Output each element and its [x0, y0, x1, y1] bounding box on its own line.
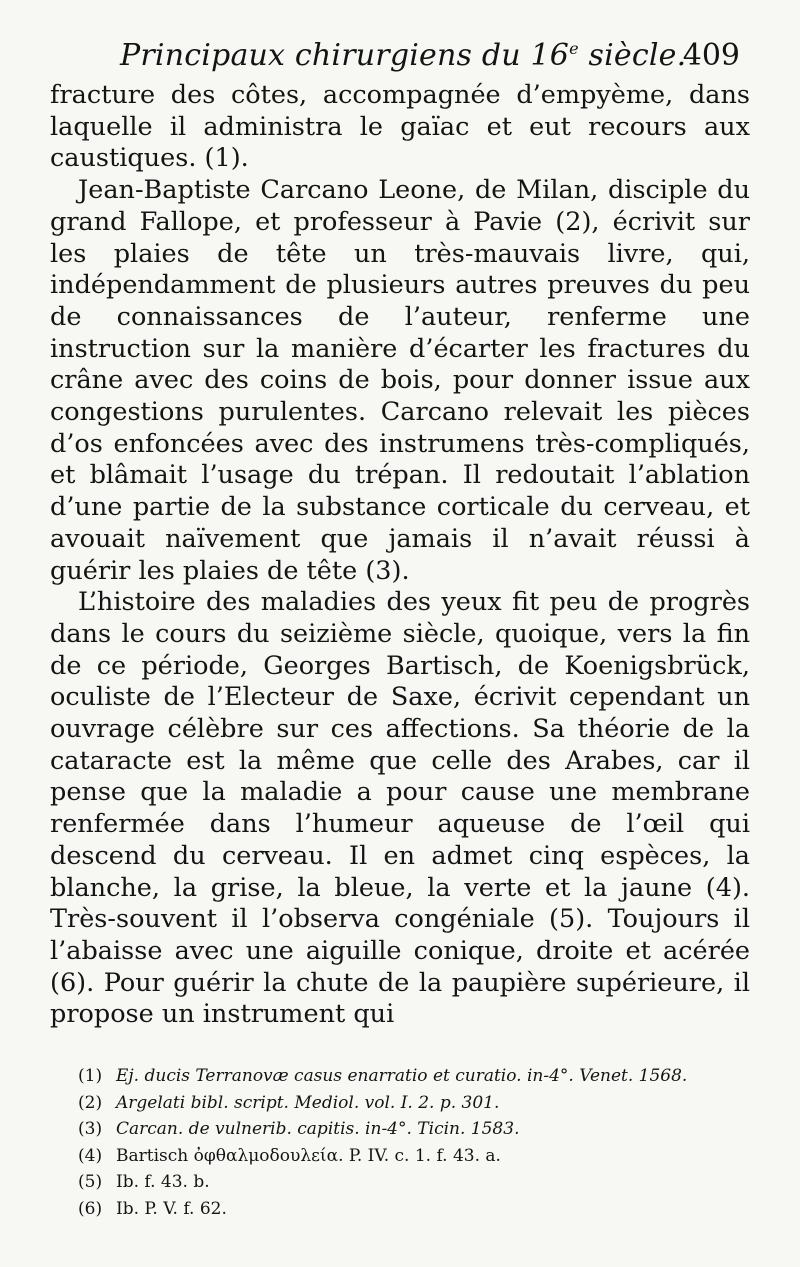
running-title-superscript: e: [569, 39, 579, 58]
paragraph: fracture des côtes, accompagnée d’empyème, dans laquelle il administra le gaïac et eut recours aux caustiques. (1).: [50, 80, 750, 174]
footnote: [78, 1063, 758, 1090]
footnote-number: (2): [78, 1092, 103, 1113]
footnote-number: (3): [78, 1119, 103, 1139]
footnote: [78, 1116, 758, 1143]
footnote-number: (1): [78, 1066, 103, 1086]
footnote-text: Argelati bibl. script. Mediol. vol. I. 2. p. 301.: [116, 1092, 500, 1113]
body-text: [50, 80, 750, 1031]
paragraph: Jean-Baptiste Carcano Leone, de Milan, disciple du grand Fallope, et professeur à Pavie (2), écrivit sur les plaies de tête un très-mauvais livre, qui, indépendamment de plusieurs autres preuves du peu de connaissances de l’auteur, renferme une instruction sur la manière d’écarter les fractures du crâne avec des coins de bois, pour donner issue aux congestions purulentes. Carcano relevait les pièces d’os enfoncées avec des instrumens très-compliqués, et blâmait l’usage du trépan. Il redoutait l’ablation d’une partie de la substance corticale du cerveau, et avouait naïvement que jamais il n’avait réussi à guérir les plaies de tête (3).: [50, 175, 750, 586]
running-title-end: siècle.: [578, 38, 687, 73]
footnote-text: Ej. ducis Terranovæ casus enarratio et curatio. in-4°. Venet. 1568.: [116, 1066, 688, 1086]
running-title: [120, 38, 686, 73]
footnote: [78, 1143, 758, 1170]
footnotes: [78, 1063, 758, 1222]
footnote-number: (4): [78, 1145, 103, 1166]
page-number: 409: [682, 38, 740, 73]
page-header: [120, 30, 740, 80]
paragraph: L’histoire des maladies des yeux fit peu de progrès dans le cours du seizième siècle, quoique, vers la fin de ce période, Georges Bartisch, de Koenigsbrück, oculiste de l’Electeur de Saxe, écrivit cependant un ouvrage célèbre sur ces affections. Sa théorie de la cataracte est la même que celle des Arabes, car il pense que la maladie a pour cause une membrane renfermée dans l’humeur aqueuse de l’œil qui descend du cerveau. Il en admet cinq espèces, la blanche, la grise, la bleue, la verte et la jaune (4). Très-souvent il l’observa congéniale (5). Toujours il l’abaisse avec une aiguille conique, droite et acérée (6). Pour guérir la chute de la paupière supérieure, il propose un instrument qui: [50, 587, 750, 1030]
footnote-number: (5): [78, 1172, 103, 1192]
footnote-text: Ib. P. V. f. 62.: [116, 1198, 227, 1219]
running-title-text: Principaux chirurgiens du 16: [120, 38, 570, 73]
footnote-text: Carcan. de vulnerib. capitis. in-4°. Ticin. 1583.: [116, 1119, 520, 1139]
footnote: [78, 1169, 758, 1196]
footnote: [78, 1196, 758, 1223]
footnote-number: (6): [78, 1198, 103, 1219]
footnote-text: Ib. f. 43. b.: [116, 1172, 210, 1192]
footnote: [78, 1090, 758, 1117]
footnote-text: Bartisch ὀφθαλμοδουλεία. P. IV. c. 1. f. 43. a.: [116, 1145, 501, 1166]
